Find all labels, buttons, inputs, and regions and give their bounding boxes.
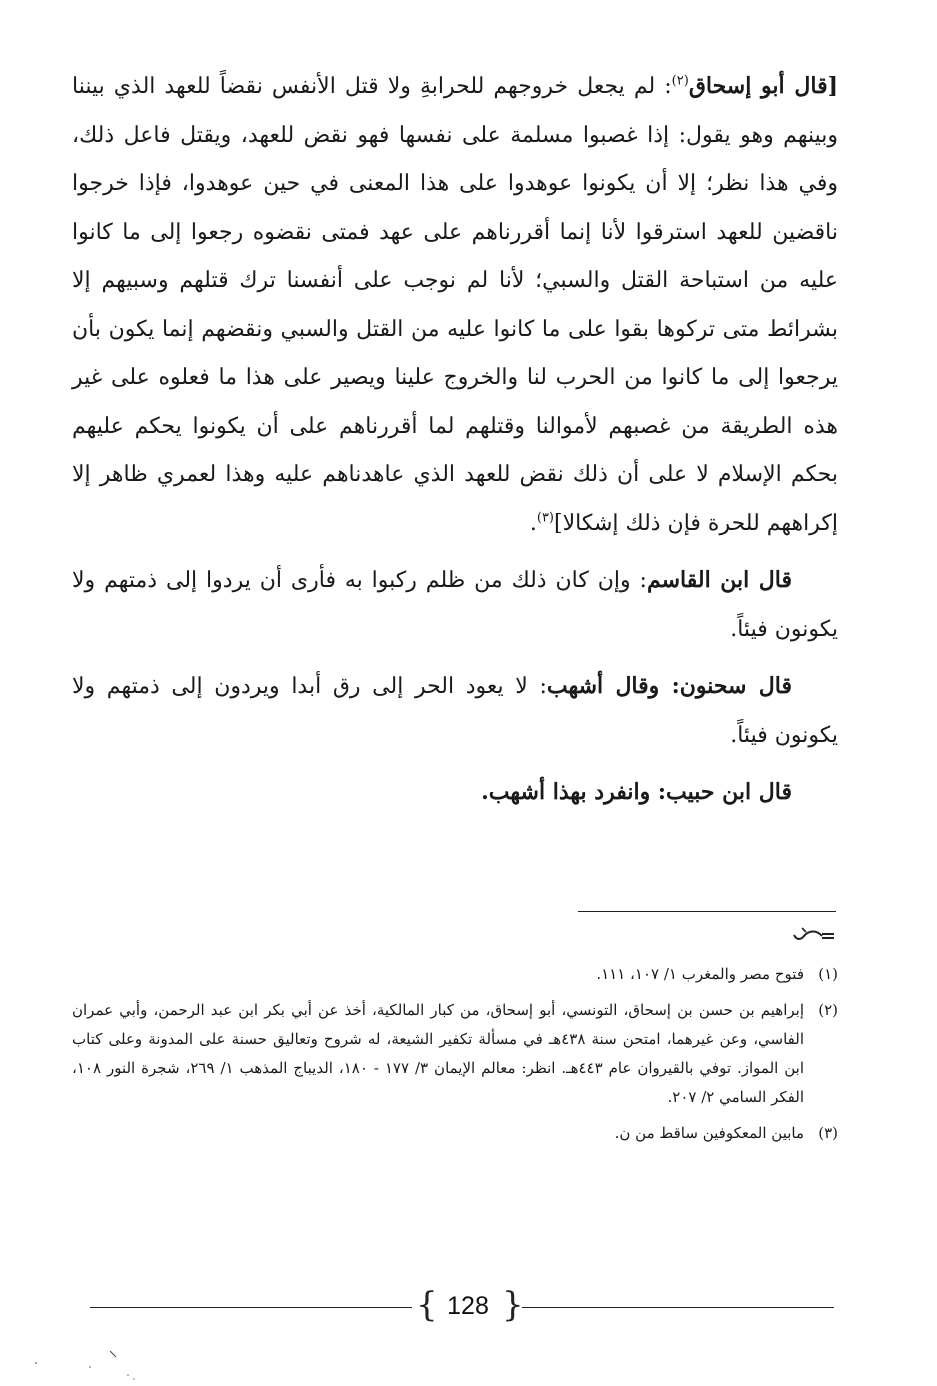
footnote-2-number: (٢) — [818, 1001, 838, 1019]
footnote-ornament-icon — [792, 925, 836, 947]
paragraph-ibn-habib — [72, 768, 838, 818]
speaker-ibn-habib: قال ابن حبيب: وانفرد بهذا أشهب. — [481, 779, 792, 805]
footnote-1-text: فتوح مصر والمغرب ١/ ١٠٧، ١١١. — [596, 965, 804, 983]
footnote-3-text: مابين المعكوفين ساقط من ن. — [614, 1124, 804, 1142]
paragraph-abu-ishaq — [72, 62, 838, 548]
footnotes — [72, 960, 838, 1155]
page-number: 128 — [447, 1292, 489, 1320]
page-number-bracket-right: } — [502, 1285, 524, 1325]
speaker-abu-ishaq: [قال أبو إسحاق — [688, 73, 838, 99]
scan-specks — [30, 1345, 170, 1385]
paragraph-abu-ishaq-end: . — [529, 510, 537, 536]
footnote-2-text: إبراهيم بن حسن بن إسحاق، التونسي، أبو إسحاق، من كبار المالكية، أخذ عن أبي بكر ابن عبد الرحمن، وأبي عمران الفاسي، وعن غيرهما، امتحن سنة ٤٣٨هـ في مسألة تكفير الشيعة، له شروح وتعاليق حسنة على المدونة وعلى كتاب ابن المواز. توفي بالقيروان عام ٤٤٣هـ. انظر: معالم الإيمان ٣/ ١٧٧ - ١٨٠، الديباج المذهب ١/ ٢٦٩، شجرة النور ١٠٨، الفكر السامي ٢/ ٢٠٧. — [72, 1001, 805, 1106]
footer-rule-right — [522, 1307, 834, 1308]
footnote-3-number: (٣) — [818, 1124, 838, 1142]
paragraph-sahnun — [72, 662, 838, 760]
footnote-ref-3[interactable]: (٣) — [536, 510, 554, 526]
main-text-block — [72, 62, 838, 818]
footnote-3 — [72, 1119, 838, 1148]
footer-rule-left — [90, 1307, 412, 1308]
page-number-footer — [90, 1285, 834, 1329]
paragraph-sahnun-text: : لا يعود الحر إلى رق أبدا ويردون إلى ذمتهم ولا يكونون فيئاً. — [72, 674, 838, 748]
paragraph-ibn-al-qasim — [72, 556, 838, 654]
footnote-2 — [72, 996, 838, 1112]
footnote-1-number: (١) — [818, 965, 838, 983]
footnote-1 — [72, 960, 838, 989]
speaker-ibn-al-qasim: قال ابن القاسم — [646, 567, 792, 593]
paragraph-abu-ishaq-text: : لم يجعل خروجهم للحرابةِ ولا قتل الأنفس نقضاً للعهد الذي بيننا وبينهم وهو يقول: إذا غصبوا مسلمة على نفسها فهو نقض للعهد، ويقتل فاعل ذلك، وفي هذا نظر؛ إلا أن يكونوا عوهدوا على هذا المعنى في حين عوهدوا، فإذا خرجوا ناقضين للعهد استرقوا لأنا إنما أقررناهم على عهد فمتى نقضوه رجعوا إلى ما كانوا عليه من استباحة القتل والسبي؛ لأنا لم نوجب على أنفسنا ترك قتلهم وسبيهم إلا بشرائط متى تركوها بقوا على ما كانوا عليه من القتل والسبي ونقضهم إنما يكون بأن يرجعوا إلى ما كانوا من الحرب لنا والخروج علينا ويصير على هذا ما فعلوه على غير هذه الطريقة من غصبهم لأموالنا وقتلهم لما أقررناهم على أن يكونوا يحكم عليهم بحكم الإسلام لا على أن ذلك نقض للعهد الذي عاهدناهم عليه وهذا لعمري ظاهر إلا إكراههم للحرة فإن ذلك إشكالا] — [72, 74, 838, 536]
footnote-separator — [578, 911, 836, 912]
speaker-sahnun-ashhab: قال سحنون: وقال أشهب — [546, 673, 792, 699]
footnote-ref-2[interactable]: (٢) — [671, 73, 689, 89]
paragraph-ibn-al-qasim-text: : وإن كان ذلك من ظلم ركبوا به فأرى أن يردوا إلى ذمتهم ولا يكونون فيئاً. — [72, 568, 838, 642]
page-number-bracket-left: { — [416, 1285, 438, 1325]
